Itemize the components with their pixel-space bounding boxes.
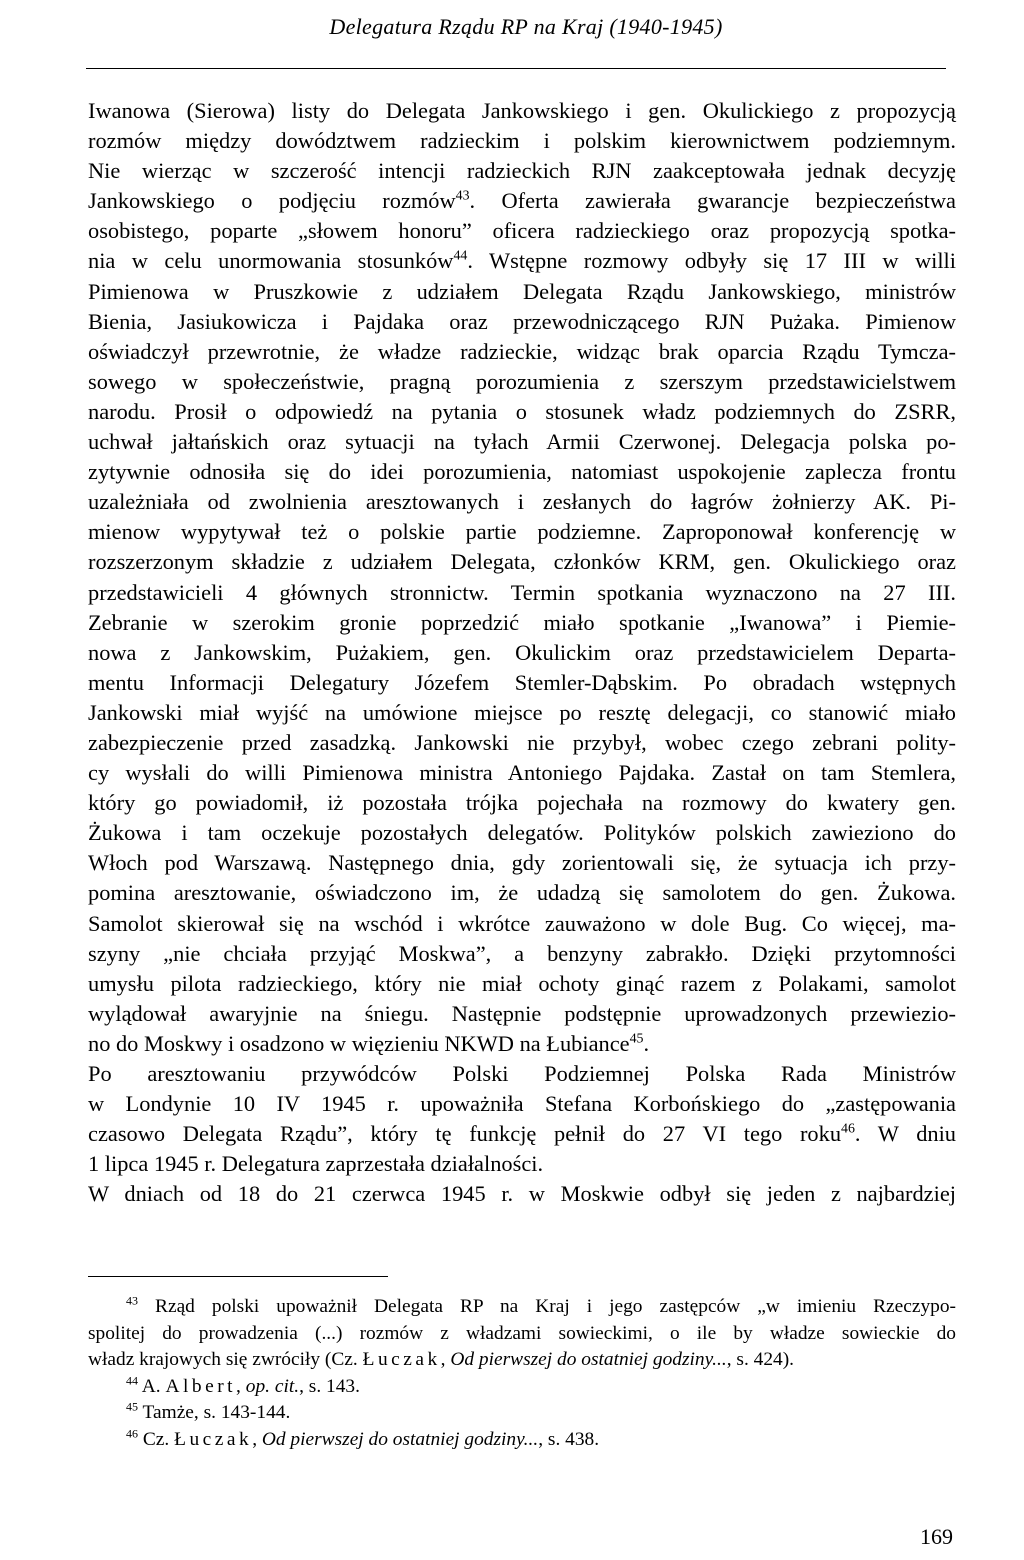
text-line: [88, 1400, 956, 1427]
text-fragment: czasowo Delegata Rządu”, który tę funkcję pełnił do 27 VI tego roku: [88, 1121, 842, 1147]
text-fragment: . Wstępne rozmowy odbyły się 17 III w willi: [467, 248, 956, 274]
footnote-number: 46: [126, 1426, 139, 1441]
footnote-ref[interactable]: 43: [455, 188, 470, 204]
text-line: pomina aresztowanie, oświadczono im, że udadzą się samolotem do gen. Żukowa.: [88, 880, 956, 906]
text-line: nowa z Jankowskim, Pużakiem, gen. Okulickim oraz przedstawicielem Departa-: [88, 639, 956, 665]
text-line: rozmów między dowództwem radzieckim i polskim kierownictwem podziemnym.: [88, 128, 956, 154]
text-fragment: nia w celu unormowania stosunków: [88, 248, 454, 274]
footnote-number: 43: [126, 1293, 139, 1308]
text-line: narodu. Prosił o odpowiedź na pytania o stosunek władz podziemnych do ZSRR,: [88, 398, 956, 424]
text-fragment: ,: [440, 1349, 451, 1371]
footnote-number: 44: [126, 1373, 139, 1388]
text-line: osobistego, poparte „słowem honoru” oficera radzieckiego oraz propozycją spotka-: [88, 218, 956, 244]
text-line: przedstawicieli 4 głównych stronnictw. Termin spotkania wyznaczono na 27 III.: [88, 579, 956, 605]
text-line: Pimienowa w Pruszkowie z udziałem Delegata Rządu Jankowskiego, ministrów: [88, 278, 956, 304]
text-fragment: ,: [236, 1375, 246, 1397]
footnotes: [88, 1294, 956, 1454]
text-line: Bienia, Jasiukowicza i Pajdaka oraz przewodniczącego RJN Pużaka. Pimienow: [88, 308, 956, 334]
text-fragment: Rząd polski upoważnił Delegata RP na Kraj i jego zastępców „w imieniu Rzeczypo-: [155, 1296, 957, 1317]
text-line: Jankowski miał wyjść na umówione miejsce po resztę delegacji, co stanowić miało: [88, 699, 956, 725]
paragraph-1: [88, 96, 956, 1059]
page-number: 169: [920, 1524, 953, 1549]
author-name: Łuczak: [362, 1349, 441, 1371]
author-name: Łuczak: [174, 1428, 253, 1450]
text-fragment: Po aresztowaniu przywódców Polski Podziemnej Polska Rada Ministrów: [88, 1061, 956, 1086]
text-line: szyny „nie chciała przyjąć Moskwa”, a benzyny zabrakło. Dzięki przytomności: [88, 940, 956, 966]
text-fragment: Cz.: [142, 1428, 175, 1450]
book-title: op. cit.: [245, 1375, 300, 1397]
text-line: w Londynie 10 IV 1945 r. upoważniła Stefana Korbońskiego do „zastępowania: [88, 1091, 956, 1117]
text-line: mienow wypytywał też o polskie partie podziemne. Zaproponował konferencję w: [88, 519, 956, 545]
text-line: [88, 246, 956, 276]
text-line: spolitej do prowadzenia (...) rozmów z władzami sowieckimi, o ile by władze sowieckie do: [88, 1322, 956, 1344]
text-line: Iwanowa (Sierowa) listy do Delegata Jankowskiego i gen. Okulickiego z propozycją: [88, 98, 956, 123]
text-fragment: . W dniu: [854, 1121, 956, 1147]
text-line: uchwał jałtańskich oraz sytuacji na tyłach Armii Czerwonej. Delegacja polska po-: [88, 429, 956, 455]
text-fragment: , s. 143.: [299, 1375, 360, 1397]
text-line: sowego w społeczeństwie, pragną porozumienia z szerszym przedstawicielstwem: [88, 368, 956, 394]
running-header-title: Delegatura Rządu RP na Kraj (1940-1945): [329, 14, 723, 39]
footnote-ref[interactable]: 44: [453, 249, 468, 264]
text-line: Nie wierząc w szczerość intencji radzieckich RJN zaakceptowała jednak decyzję: [88, 158, 956, 184]
running-header: [0, 14, 1024, 40]
footnote-43: [88, 1294, 956, 1374]
footnote-44: [88, 1374, 956, 1401]
book-title: Od pierwszej do ostatniej godziny...: [450, 1349, 727, 1371]
text-fragment: , s. 438.: [538, 1428, 600, 1450]
text-line: [88, 1374, 956, 1401]
text-line: [88, 1059, 956, 1089]
footnote-46: [88, 1427, 956, 1454]
text-fragment: , s. 424).: [726, 1349, 795, 1371]
text-line: mentu Informacji Delegatury Józefem Stemler-Dąbskim. Po obradach wstępnych: [88, 669, 956, 695]
book-title: Od pierwszej do ostatniej godziny...: [261, 1428, 539, 1450]
footnote-number: 45: [126, 1399, 139, 1414]
text-fragment: Tamże, s. 143-144.: [142, 1402, 291, 1424]
header-rule: [86, 68, 946, 69]
text-line: [88, 1119, 956, 1149]
footnote-ref[interactable]: 46: [841, 1121, 855, 1137]
text-line: W dniach od 18 do 21 czerwca 1945 r. w Moskwie odbył się jeden z najbardziej: [88, 1181, 956, 1207]
text-line: uzależniała od zwolnienia aresztowanych i zesłanych do łagrów żołnierzy AK. Pi-: [88, 489, 956, 515]
text-fragment: A.: [141, 1375, 166, 1397]
paragraph-3: [88, 1179, 956, 1209]
text-line: 1 lipca 1945 r. Delegatura zaprzestała działalności.: [88, 1151, 544, 1177]
text-fragment: ,: [252, 1428, 262, 1450]
text-line: [88, 1427, 956, 1454]
text-fragment: Jankowskiego o podjęciu rozmów: [88, 188, 456, 214]
text-line: [88, 1294, 956, 1321]
text-line: Samolot skierował się na wschód i wkrótce zauważono w dole Bug. Co więcej, ma-: [88, 910, 956, 936]
text-fragment: . Oferta zawierała gwarancje bezpieczeństwa: [469, 188, 956, 214]
text-line: zytywnie odnosiła się do idei porozumienia, natomiast uspokojenie zaplecza frontu: [88, 459, 956, 485]
text-line: Zebranie w szerokim gronie poprzedzić miało spotkanie „Iwanowa” i Piemie-: [88, 609, 956, 635]
text-line: Włoch pod Warszawą. Następnego dnia, gdy zorientowali się, że sytuacja ich przy-: [88, 850, 956, 876]
main-text: [88, 96, 956, 1209]
author-name: Albert: [165, 1375, 237, 1397]
text-line: cy wysłali do willi Pimienowa ministra Antoniego Pajdaka. Zastał on tam Stemlera,: [88, 760, 956, 786]
text-line: oświadczył przewrotnie, że władze radzieckie, widząc brak oparcia Rządu Tymcza-: [88, 338, 956, 364]
text-line: który go powiadomił, iż pozostała trójka pojechała na rozmowy do kwatery gen.: [88, 790, 956, 816]
text-line: rozszerzonym składzie z udziałem Delegata, członków KRM, gen. Okulickiego oraz: [88, 549, 956, 575]
text-line: wylądował awaryjnie na śniegu. Następnie podstępnie uprowadzonych przewiezio-: [88, 1000, 956, 1026]
text-line: Żukowa i tam oczekuje pozostałych delegatów. Polityków polskich zawieziono do: [88, 820, 956, 846]
footnote-45: [88, 1400, 956, 1427]
text-line: [88, 1347, 956, 1374]
paragraph-2: [88, 1059, 956, 1179]
text-line: [88, 186, 956, 216]
text-fragment: władz krajowych się zwróciły (Cz.: [88, 1349, 363, 1371]
text-line: umysłu pilota radzieckiego, który nie miał ochoty ginąć razem z Polakami, samolot: [88, 970, 956, 996]
text-fragment: .: [643, 1030, 650, 1056]
text-fragment: no do Moskwy i osadzono w więzieniu NKWD na Łubiance: [88, 1030, 630, 1056]
footnote-ref[interactable]: 45: [629, 1031, 644, 1047]
footnote-rule: [88, 1276, 388, 1277]
text-line: zabezpieczenie przed zasadzką. Jankowski nie przybył, wobec czego zebrani polity-: [88, 729, 956, 755]
text-line: [88, 1029, 956, 1059]
